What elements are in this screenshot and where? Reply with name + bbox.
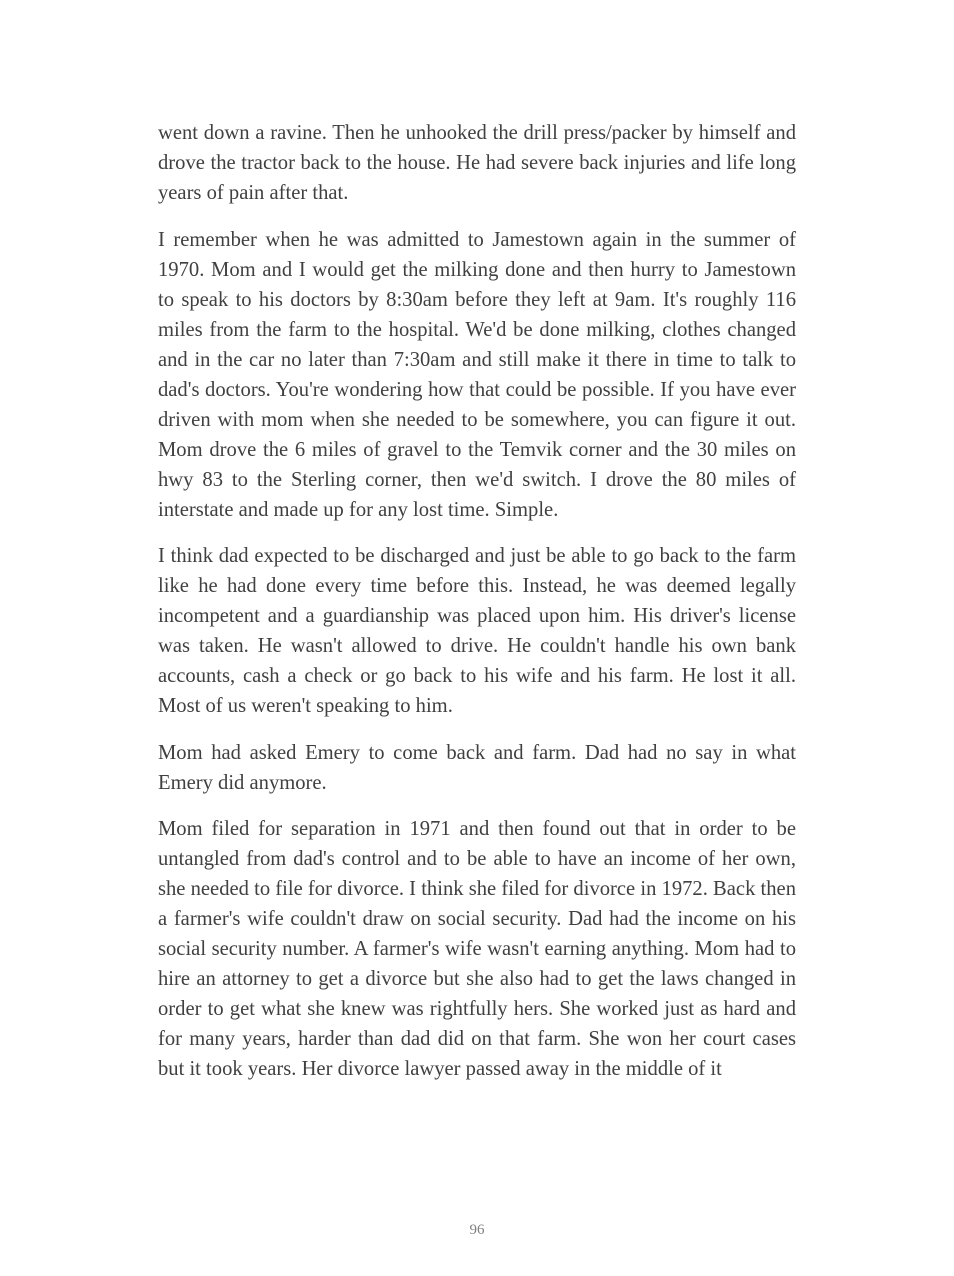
body-text: [158, 118, 796, 1101]
paragraph-emery: Mom had asked Emery to come back and farm. Dad had no say in what Emery did anymore.: [158, 741, 796, 794]
paragraph-jamestown: I remember when he was admitted to Jamestown again in the summer of 1970. Mom and I would get the milking done and then hurry to Jamestown to speak to his doctors by 8:30am before they left at 9am. It's roughly 116 miles from the farm to the hospital. We'd be done milking, clothes changed and in the car no later than 7:30am and still make it there in time to talk to dad's doctors. You're wondering how that could be possible. If you have ever driven with mom when she needed to be somewhere, you can figure it out. Mom drove the 6 miles of gravel to the Temvik corner and the 30 miles on hwy 83 to the Sterling corner, then we'd switch. I drove the 80 miles of interstate and made up for any lost time. Simple.: [158, 228, 796, 521]
paragraph-separation: Mom filed for separation in 1971 and then found out that in order to be untangled from dad's control and to be able to have an income of her own, she needed to file for divorce. I think she filed for divorce in 1972. Back then a farmer's wife couldn't draw on social security. Dad had the income on his social security number. A farmer's wife wasn't earning anything. Mom had to hire an attorney to get a divorce but she also had to get the laws changed in order to get what she knew was rightfully hers. She worked just as hard and for many years, harder than dad did on that farm. She won her court cases but it took years. Her divorce lawyer passed away in the middle of it: [158, 818, 796, 1080]
paragraph-ravine: went down a ravine. Then he unhooked the drill press/packer by himself and drove the tractor back to the house. He had severe back injuries and life long years of pain after that.: [158, 122, 796, 204]
paragraph-discharged: I think dad expected to be discharged and just be able to go back to the farm like he had done every time before this. Instead, he was deemed legally incompetent and a guardianship was placed upon him. His driver's license was taken. He wasn't allowed to drive. He couldn't handle his own bank accounts, cash a check or go back to his wife and his farm. He lost it all. Most of us weren't speaking to him.: [158, 545, 796, 717]
page-number: 96: [469, 1222, 485, 1238]
